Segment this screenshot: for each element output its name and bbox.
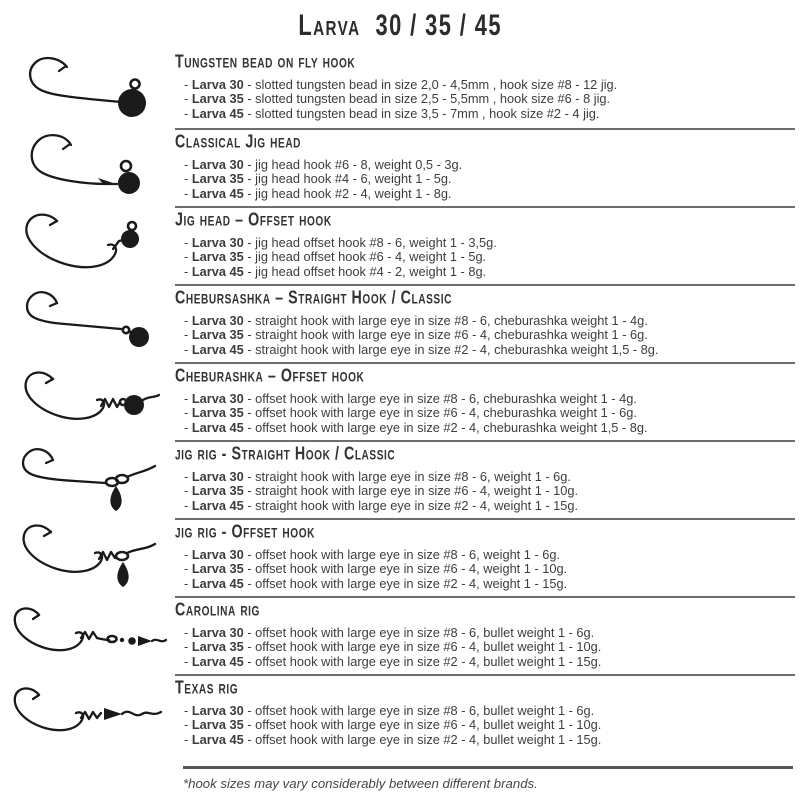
section-title: Carolina rig [175,599,260,621]
texas-rig-icon [5,677,170,749]
spec-line-label: Larva 35 [191,717,244,733]
section-row-cheburashka-straight [0,284,800,362]
spec-list [175,314,795,357]
spec-line-text: - straight hook with large eye in size #2 - 4, weight 1 - 15g. [247,497,579,513]
spec-line: - Larva 35 - offset hook with large eye in size #6 - 4, bullet weight 1 - 10g. [184,717,602,733]
spec-line-label: Larva 30 [191,469,244,484]
section-row-jig-rig-straight [0,440,800,518]
spec-line: - Larva 35 - offset hook with large eye in size #6 - 4, bullet weight 1 - 10g. [184,639,602,655]
spec-line: - Larva 35 - offset hook with large eye in size #6 - 4, weight 1 - 10g. [184,561,568,577]
spec-line-label: Larva 30 [191,625,244,640]
spec-line-text: - offset hook with large eye in size #2 - 4, cheburashka weight 1,5 - 8g. [247,419,648,435]
spec-list [175,158,795,201]
jig-rig-offset-hook-icon [13,520,163,594]
spec-line-text: - jig head hook #2 - 4, weight 1 - 8g. [247,185,452,201]
spec-line-text: - jig head hook #6 - 8, weight 0,5 - 3g. [247,157,463,172]
section-title: Cheburashka – Offset hook [175,365,365,387]
spec-line: - Larva 30 - straight hook with large eye in size #8 - 6, weight 1 - 6g. [184,469,571,484]
spec-line: - Larva 30 - offset hook with large eye in size #8 - 6, weight 1 - 6g. [184,547,561,562]
section-row-classical-jig-head [0,128,800,206]
spec-line-label: Larva 45 [191,341,244,357]
page-title: Larva 30 / 35 / 45 [298,7,502,41]
footnote-rule [183,766,793,791]
section-title: Tungsten bead on fly hook [175,51,356,73]
section-title: Chebursashka – Straight Hook / Classic [175,287,452,309]
spec-line-text: - offset hook with large eye in size #8 - 6, bullet weight 1 - 6g. [247,703,595,718]
spec-line-label: Larva 35 [191,561,244,577]
spec-line-label: Larva 35 [191,249,244,265]
section-content [175,674,795,752]
spec-line-text: - offset hook with large eye in size #8 - 6, bullet weight 1 - 6g. [247,625,595,640]
spec-line: - Larva 30 - jig head offset hook #8 - 6, weight 1 - 3,5g. [184,235,497,250]
spec-line: - Larva 45 - straight hook with large eye in size #2 - 4, weight 1 - 15g. [184,497,579,513]
spec-line-text: - jig head offset hook #4 - 2, weight 1 - 8g. [247,263,487,279]
spec-line-label: Larva 30 [191,77,244,92]
spec-line: - Larva 35 - straight hook with large eye in size #6 - 4, weight 1 - 10g. [184,483,579,499]
spec-line: - Larva 30 - jig head hook #6 - 8, weight 0,5 - 3g. [184,157,463,172]
spec-line: - Larva 30 - offset hook with large eye in size #8 - 6, bullet weight 1 - 6g. [184,703,595,718]
hook-illustration [0,206,175,284]
spec-line-text: - straight hook with large eye in size #8 - 6, weight 1 - 6g. [247,469,571,484]
section-content [175,128,795,206]
spec-list [175,704,795,747]
spec-list [175,392,795,435]
page-header [0,0,800,50]
spec-line: - Larva 35 - jig head offset hook #6 - 4, weight 1 - 5g. [184,249,487,265]
spec-list [175,626,795,669]
tungsten-bead-fly-hook-icon [13,53,163,125]
spec-line-label: Larva 30 [191,235,244,250]
spec-line-text: - straight hook with large eye in size #8 - 6, cheburashka weight 1 - 4g. [247,313,648,328]
spec-line-label: Larva 45 [191,263,244,279]
spec-line-label: Larva 45 [191,105,244,121]
spec-line: - Larva 45 - straight hook with large eye in size #2 - 4, cheburashka weight 1,5 - 8g. [184,341,659,357]
hook-illustration [0,518,175,596]
section-content [175,596,795,674]
spec-line-text: - offset hook with large eye in size #2 - 4, bullet weight 1 - 15g. [247,731,602,747]
spec-line-text: - slotted tungsten bead in size 3,5 - 7mm , hook size #2 - 4 jig. [247,105,600,121]
spec-line-text: - slotted tungsten bead in size 2,5 - 5,5mm , hook size #6 - 8 jig. [247,91,611,107]
spec-line: - Larva 30 - slotted tungsten bead in size 2,0 - 4,5mm , hook size #8 - 12 jig. [184,77,618,92]
spec-list [175,236,795,279]
spec-line: - Larva 35 - straight hook with large eye in size #6 - 4, cheburashka weight 1 - 6g. [184,327,648,343]
spec-line-text: - offset hook with large eye in size #6 - 4, cheburashka weight 1 - 6g. [247,405,637,421]
spec-line-label: Larva 45 [191,653,244,669]
spec-line: - Larva 45 - jig head hook #2 - 4, weight 1 - 8g. [184,185,452,201]
spec-line-label: Larva 45 [191,731,244,747]
cheburashka-straight-hook-icon [13,287,163,359]
section-row-jig-head-offset [0,206,800,284]
section-content [175,518,795,596]
spec-line: - Larva 45 - offset hook with large eye in size #2 - 4, bullet weight 1 - 15g. [184,731,602,747]
section-content [175,50,795,128]
classical-jig-head-icon [13,131,163,203]
section-row-texas-rig [0,674,800,752]
spec-line-text: - straight hook with large eye in size #6 - 4, weight 1 - 10g. [247,483,579,499]
spec-list [175,78,795,121]
spec-list [175,548,795,591]
section-row-jig-rig-offset [0,518,800,596]
spec-line-label: Larva 30 [191,703,244,718]
spec-line: - Larva 35 - offset hook with large eye in size #6 - 4, cheburashka weight 1 - 6g. [184,405,637,421]
hook-illustration [0,128,175,206]
section-title: Texas rig [175,677,239,699]
spec-line-label: Larva 35 [191,327,244,343]
spec-line-text: - jig head hook #4 - 6, weight 1 - 5g. [247,171,452,187]
spec-line-text: - offset hook with large eye in size #6 - 4, bullet weight 1 - 10g. [247,639,602,655]
hook-illustration [0,674,175,752]
spec-line-text: - offset hook with large eye in size #8 - 6, weight 1 - 6g. [247,547,561,562]
spec-line: - Larva 45 - jig head offset hook #4 - 2, weight 1 - 8g. [184,263,487,279]
hook-illustration [0,596,175,674]
spec-line-text: - straight hook with large eye in size #6 - 4, cheburashka weight 1 - 6g. [247,327,648,343]
spec-line-text: - offset hook with large eye in size #6 - 4, bullet weight 1 - 10g. [247,717,602,733]
spec-line-label: Larva 45 [191,497,244,513]
jig-rig-straight-hook-icon [13,442,163,516]
jig-head-offset-hook-icon [13,209,163,281]
hook-illustration [0,50,175,128]
footnote-text: *hook sizes may vary considerably between different brands. [183,776,538,791]
spec-line: - Larva 45 - offset hook with large eye in size #2 - 4, bullet weight 1 - 15g. [184,653,602,669]
spec-line-label: Larva 35 [191,483,244,499]
section-title: jig rig - Offset hook [175,521,315,543]
spec-line-text: - jig head offset hook #8 - 6, weight 1 - 3,5g. [247,235,497,250]
section-row-cheburashka-offset [0,362,800,440]
spec-line-text: - straight hook with large eye in size #2 - 4, cheburashka weight 1,5 - 8g. [247,341,659,357]
spec-line: - Larva 45 - offset hook with large eye in size #2 - 4, weight 1 - 15g. [184,575,568,591]
section-content [175,362,795,440]
spec-line-label: Larva 45 [191,419,244,435]
section-row-tungsten-bead [0,50,800,128]
spec-list [175,470,795,513]
hook-illustration [0,440,175,518]
spec-line-text: - offset hook with large eye in size #2 - 4, weight 1 - 15g. [247,575,568,591]
hook-illustration [0,284,175,362]
spec-line: - Larva 45 - slotted tungsten bead in size 3,5 - 7mm , hook size #2 - 4 jig. [184,105,600,121]
section-content [175,206,795,284]
spec-line-text: - offset hook with large eye in size #2 - 4, bullet weight 1 - 15g. [247,653,602,669]
spec-line: - Larva 30 - offset hook with large eye in size #8 - 6, cheburashka weight 1 - 4g. [184,391,637,406]
section-row-carolina-rig [0,596,800,674]
section-title: jig rig - Straight Hook / Classic [175,443,396,465]
spec-line-text: - slotted tungsten bead in size 2,0 - 4,5mm , hook size #8 - 12 jig. [247,77,618,92]
carolina-rig-icon [5,599,170,671]
spec-line: - Larva 45 - offset hook with large eye in size #2 - 4, cheburashka weight 1,5 - 8g. [184,419,648,435]
spec-line-label: Larva 30 [191,157,244,172]
spec-line-label: Larva 30 [191,313,244,328]
spec-line-label: Larva 35 [191,639,244,655]
spec-line-label: Larva 45 [191,185,244,201]
spec-line-label: Larva 30 [191,547,244,562]
cheburashka-offset-hook-icon [13,365,163,437]
spec-line: - Larva 30 - straight hook with large eye in size #8 - 6, cheburashka weight 1 - 4g. [184,313,648,328]
spec-line-text: - offset hook with large eye in size #6 - 4, weight 1 - 10g. [247,561,568,577]
spec-line-label: Larva 35 [191,91,244,107]
section-content [175,440,795,518]
hook-illustration [0,362,175,440]
section-title: Classical Jig head [175,131,302,153]
spec-line: - Larva 35 - slotted tungsten bead in size 2,5 - 5,5mm , hook size #6 - 8 jig. [184,91,611,107]
spec-line-label: Larva 35 [191,405,244,421]
spec-line-text: - jig head offset hook #6 - 4, weight 1 - 5g. [247,249,487,265]
spec-line-text: - offset hook with large eye in size #8 - 6, cheburashka weight 1 - 4g. [247,391,637,406]
spec-line-label: Larva 30 [191,391,244,406]
section-title: Jig head – Offset hook [175,209,332,231]
spec-line-label: Larva 45 [191,575,244,591]
spec-line: - Larva 30 - offset hook with large eye in size #8 - 6, bullet weight 1 - 6g. [184,625,595,640]
section-content [175,284,795,362]
spec-line-label: Larva 35 [191,171,244,187]
spec-line: - Larva 35 - jig head hook #4 - 6, weight 1 - 5g. [184,171,452,187]
